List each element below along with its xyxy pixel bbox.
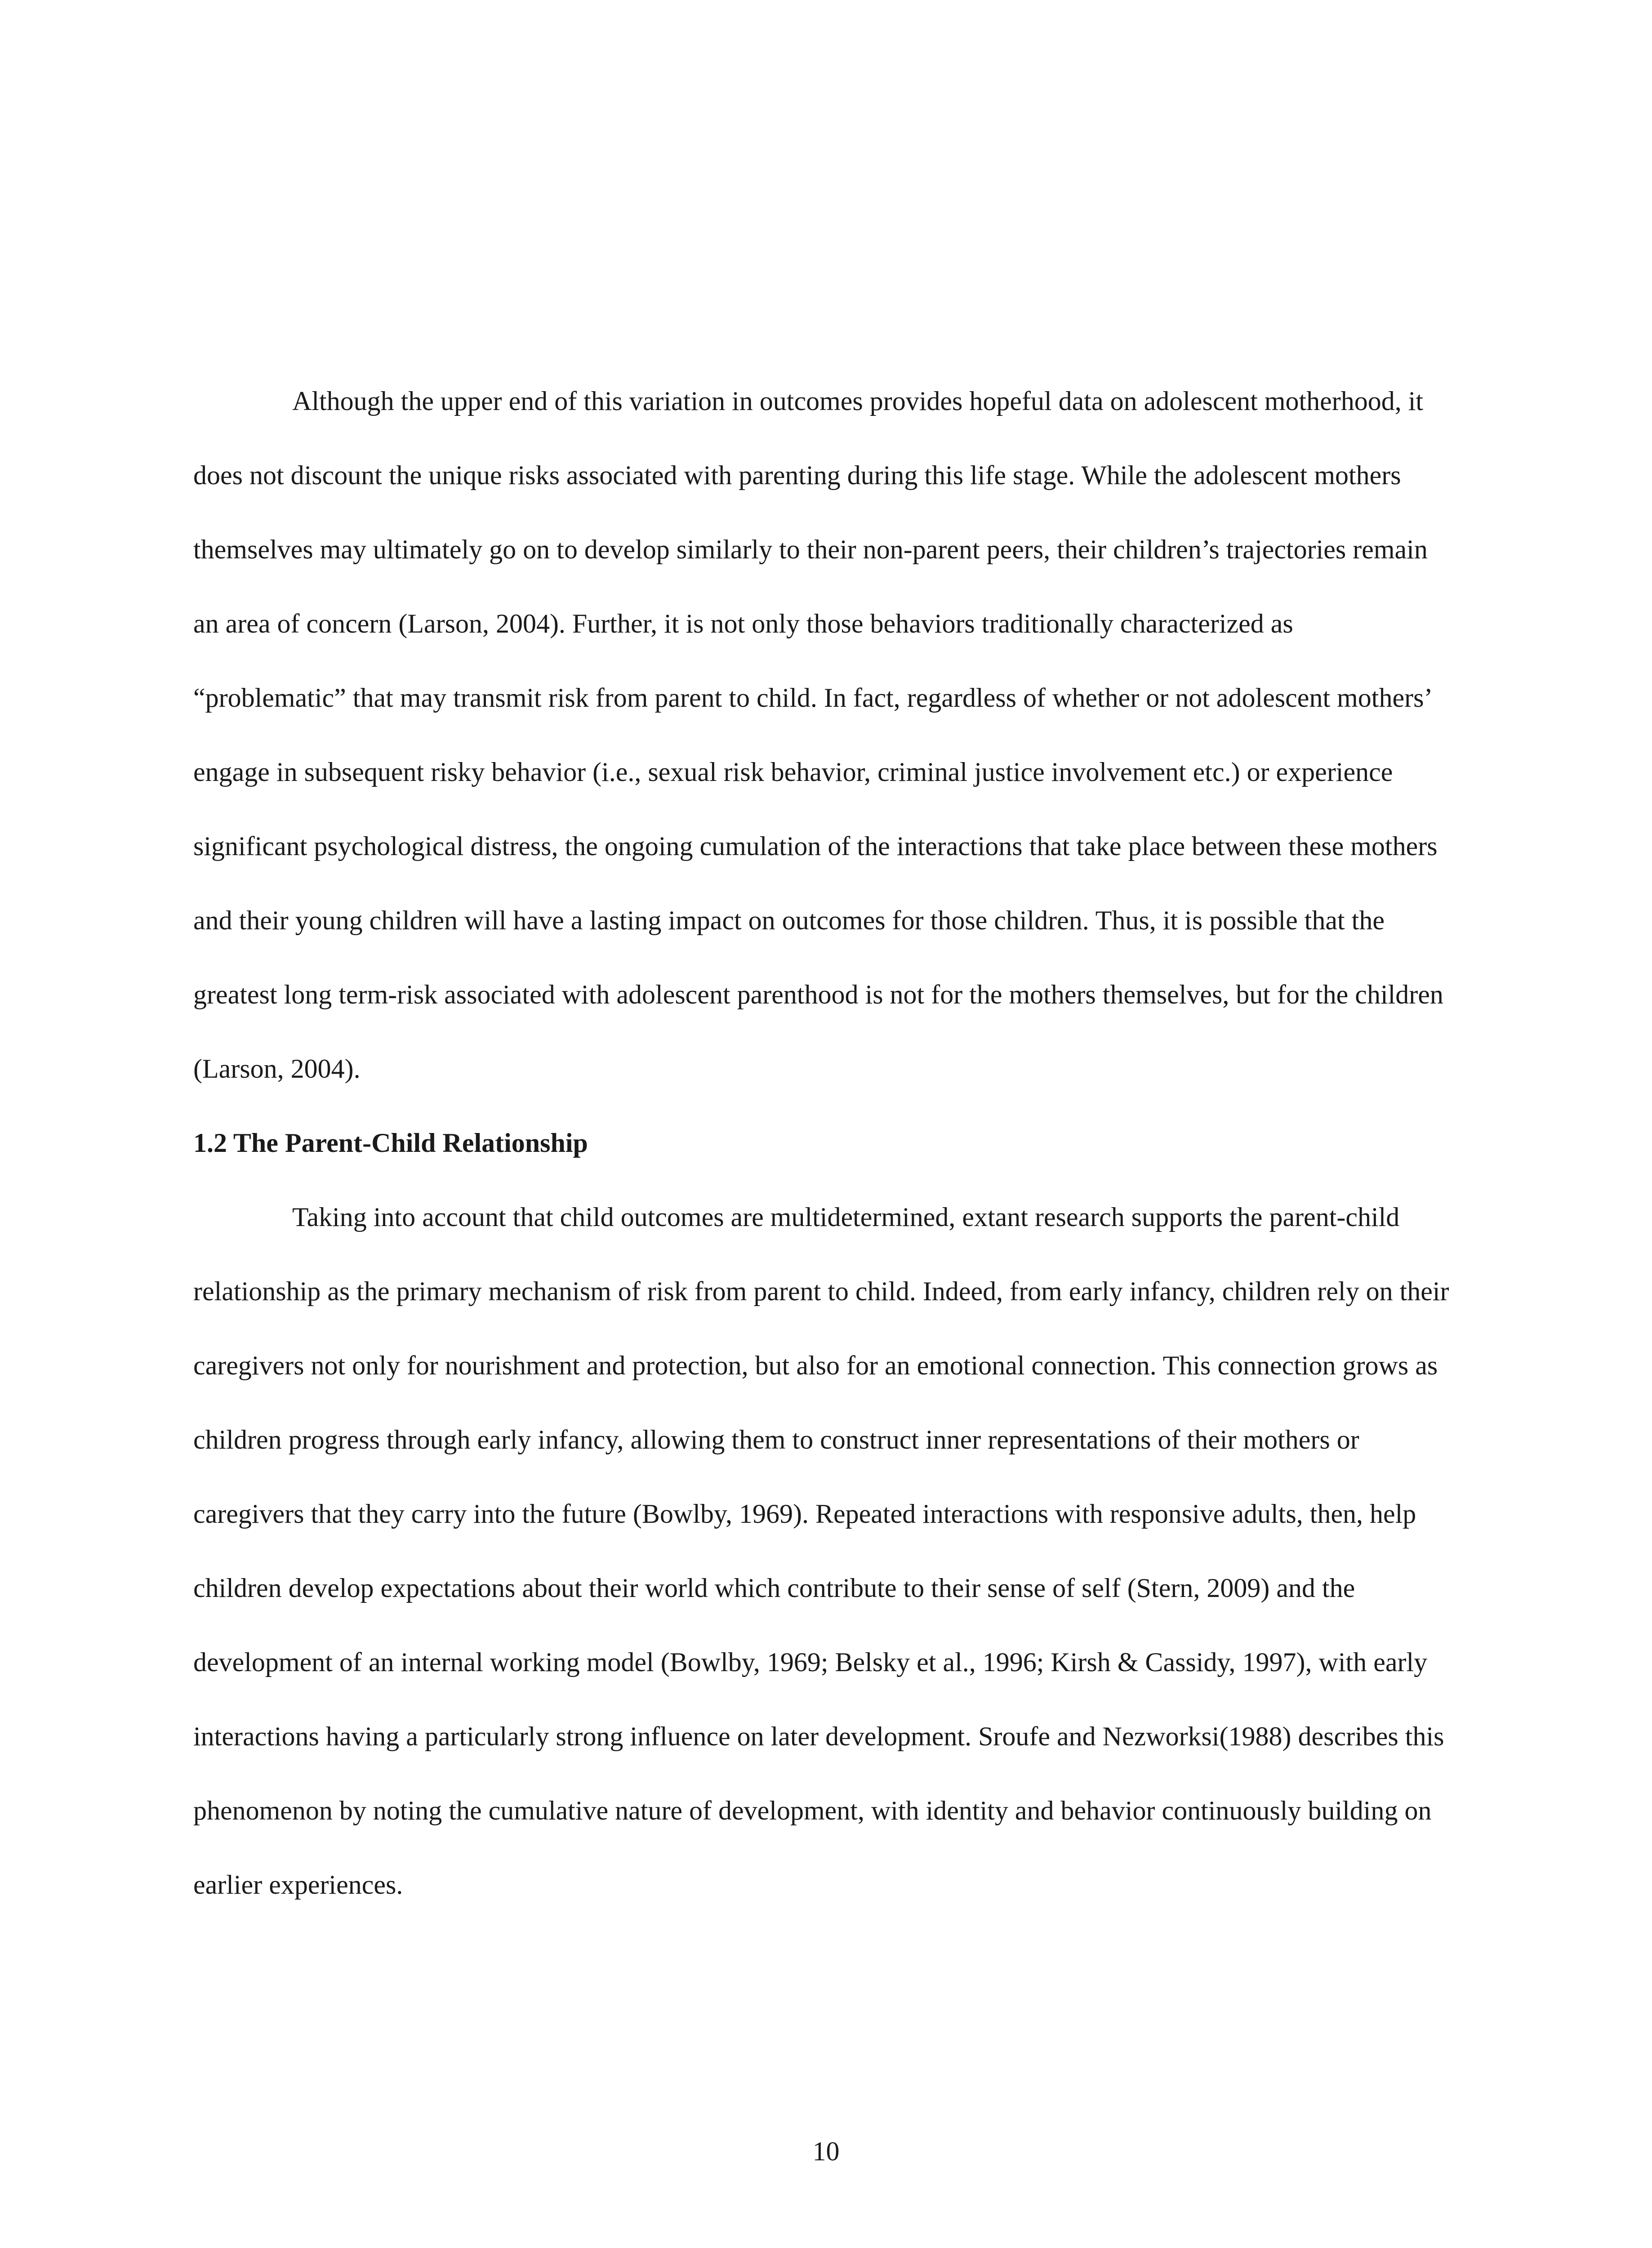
paragraph-2: Taking into account that child outcomes are multidetermined, extant research supports the parent-child relationship as the primary mechanism of risk from parent to child. Indeed, from early infancy, children rely on their caregivers not only for nourishment and protection, but also for an emotional connection. This connection grows as children progress through early infancy, allowing them to construct inner representations of their mothers or caregivers that they carry into the future (Bowlby, 1969). Repeated interactions with responsive adults, then, help children develop expectations about their world which contribute to their sense of self (Stern, 2009) and the development of an internal working model (Bowlby, 1969; Belsky et al., 1996; Kirsh & Cassidy, 1997), with early interactions having a particularly strong influence on later development. Sroufe and Nezworksi(1988) describes this phenomenon by noting the cumulative nature of development, with identity and behavior continuously building on earlier experiences. (193, 1202, 1449, 1900)
paragraph-1: Although the upper end of this variation in outcomes provides hopeful data on adolescent motherhood, it does not discount the unique risks associated with parenting during this life stage. While the adolescent mothers themselves may ultimately go on to develop similarly to their non-parent peers, their children’s trajectories remain an area of concern (Larson, 2004). Further, it is not only those behaviors traditionally characterized as “problematic” that may transmit risk from parent to child. In fact, regardless of whether or not adolescent mothers’ engage in subsequent risky behavior (i.e., sexual risk behavior, criminal justice involvement etc.) or experience significant psychological distress, the ongoing cumulation of the interactions that take place between these mothers and their young children will have a lasting impact on outcomes for those children. Thus, it is possible that the greatest long term-risk associated with adolescent parenthood is not for the mothers themselves, but for the children (Larson, 2004). (193, 386, 1443, 1084)
page-number: 10 (812, 2136, 840, 2166)
section-heading: 1.2 The Parent-Child Relationship (193, 1128, 588, 1158)
body-text (193, 364, 1452, 1922)
